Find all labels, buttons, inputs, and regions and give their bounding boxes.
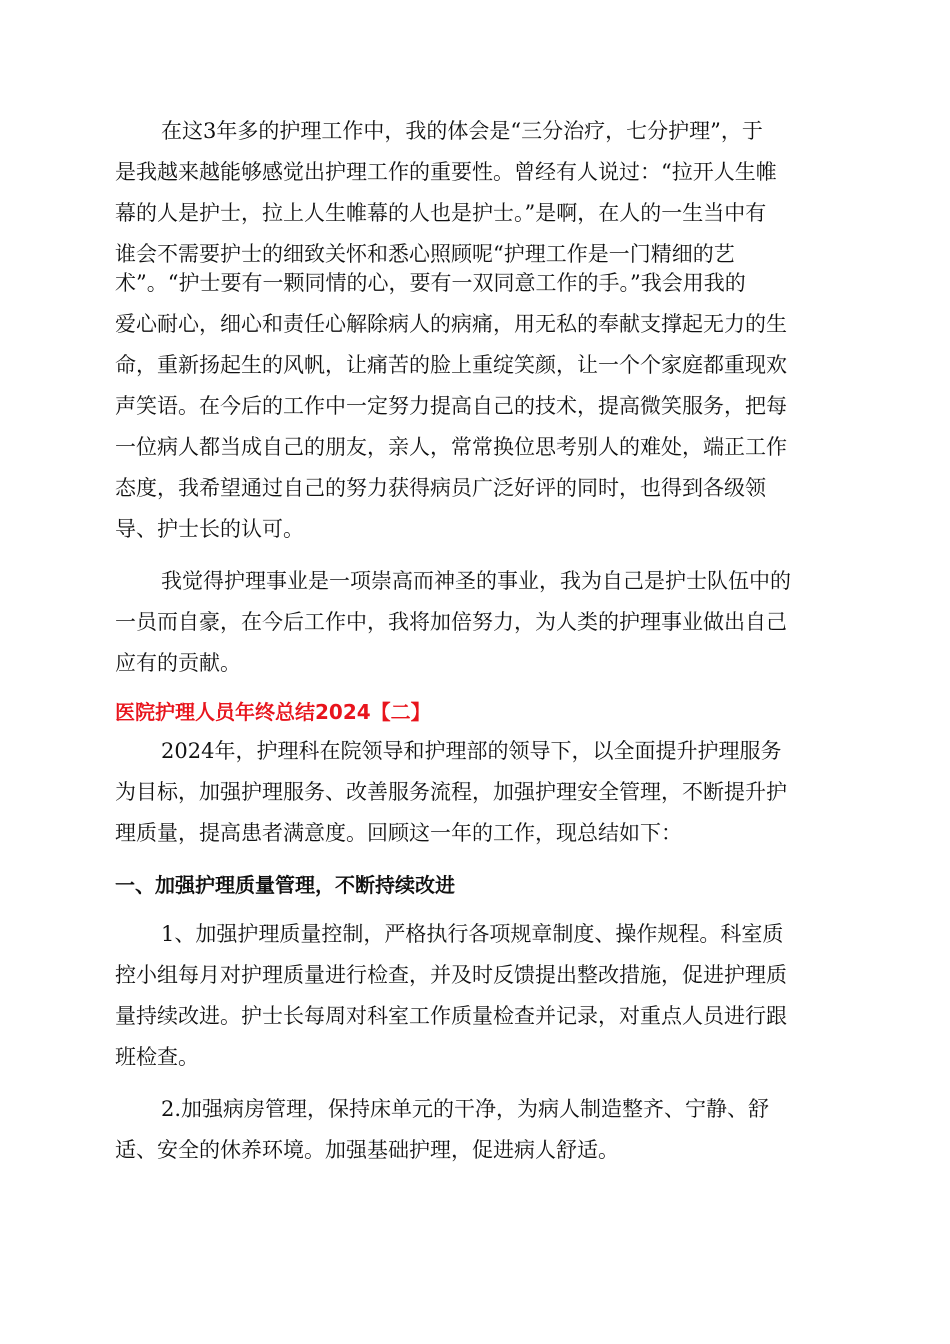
paragraph-1-line: 爱心耐心，细心和责任心解除病人的病痛，用无私的奉献支撑起无力的生 xyxy=(115,312,787,336)
item-1-line: 控小组每月对护理质量进行检查，并及时反馈提出整改措施，促进护理质 xyxy=(115,963,787,987)
paragraph-1-line: 是我越来越能够感觉出护理工作的重要性。曾经有人说过：“拉开人生帷 xyxy=(115,160,777,184)
paragraph-1-line: 态度，我希望通过自己的努力获得病员广泛好评的同时，也得到各级领 xyxy=(115,476,766,500)
item-2-line: 适、安全的休养环境。加强基础护理，促进病人舒适。 xyxy=(115,1138,619,1162)
item-1-line: 1、加强护理质量控制，严格执行各项规章制度、操作规程。科室质 xyxy=(161,922,784,946)
paragraph-2-line: 应有的贡献。 xyxy=(115,651,241,675)
paragraph-1-line: 一位病人都当成自己的朋友，亲人，常常换位思考别人的难处，端正工作 xyxy=(115,435,787,459)
paragraph-1-line: 术”。“护士要有一颗同情的心，要有一双同意工作的手。”我会用我的 xyxy=(115,271,746,295)
subheading: 一、加强护理质量管理，不断持续改进 xyxy=(115,873,455,897)
paragraph-1-line: 声笑语。在今后的工作中一定努力提高自己的技术，提高微笑服务，把每 xyxy=(115,394,787,418)
paragraph-1-line: 导、护士长的认可。 xyxy=(115,517,304,541)
paragraph-1-line: 谁会不需要护士的细致关怀和悉心照顾呢“护理工作是一门精细的艺 xyxy=(115,242,735,266)
item-1-line: 量持续改进。护士长每周对科室工作质量检查并记录，对重点人员进行跟 xyxy=(115,1004,787,1028)
paragraph-3-line: 2024年，护理科在院领导和护理部的领导下，以全面提升护理服务 xyxy=(161,739,782,763)
paragraph-1-line: 幕的人是护士，拉上人生帷幕的人也是护士。”是啊，在人的一生当中有 xyxy=(115,201,767,225)
paragraph-1-line: 命，重新扬起生的风帆，让痛苦的脸上重绽笑颜，让一个个家庭都重现欢 xyxy=(115,353,787,377)
section-title: 医院护理人员年终总结2024【二】 xyxy=(115,700,431,724)
paragraph-3-line: 理质量，提高患者满意度。回顾这一年的工作，现总结如下： xyxy=(115,821,682,845)
paragraph-2-line: 一员而自豪，在今后工作中，我将加倍努力，为人类的护理事业做出自己 xyxy=(115,610,787,634)
paragraph-2-line: 我觉得护理事业是一项崇高而神圣的事业，我为自己是护士队伍中的 xyxy=(161,569,791,593)
item-1-line: 班检查。 xyxy=(115,1045,199,1069)
paragraph-1-line: 在这3年多的护理工作中，我的体会是“三分治疗，七分护理”，于 xyxy=(161,119,763,143)
paragraph-3-line: 为目标，加强护理服务、改善服务流程，加强护理安全管理，不断提升护 xyxy=(115,780,787,804)
item-2-line: 2.加强病房管理，保持床单元的干净，为病人制造整齐、宁静、舒 xyxy=(161,1097,770,1121)
